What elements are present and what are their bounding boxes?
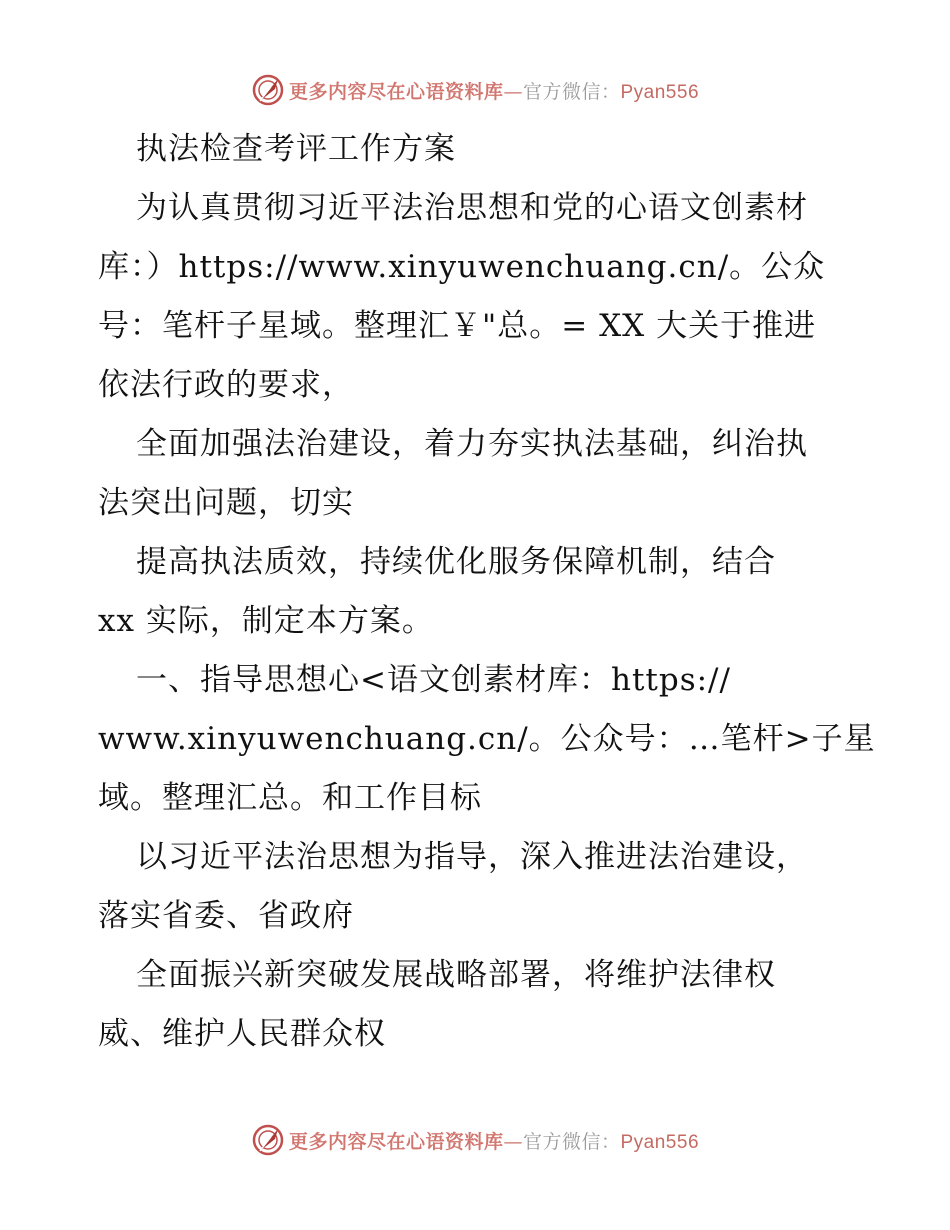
paragraph-line: 全面加强法治建设，着力夯实执法基础，纠治执 [136, 426, 808, 462]
watermark-brand: 更多内容尽在心语资料库 [288, 80, 504, 103]
quill-seal-logo-icon [251, 1123, 285, 1157]
watermark-brand: 更多内容尽在心语资料库 [288, 1130, 504, 1153]
watermark-text [289, 1127, 699, 1154]
footer-watermark [0, 1120, 950, 1160]
paragraph-line: 威、维护人民群众权 [98, 1016, 386, 1052]
paragraph-line: 全面振兴新突破发展战略部署，将维护法律权 [136, 957, 776, 993]
paragraph-line: 依法行政的要求， [98, 367, 354, 403]
paragraph-line: 库：）https://www.xinyuwenchuang.cn/。公众 [98, 249, 826, 285]
header-watermark [0, 70, 950, 110]
watermark-official: 官方微信： [522, 80, 621, 103]
paragraph-line: 法突出问题，切实 [98, 485, 354, 521]
paragraph-line: www.xinyuwenchuang.cn/。公众号：…笔杆>子星 [98, 721, 876, 757]
paragraph-line: 提高执法质效，持续优化服务保障机制，结合 [136, 544, 776, 580]
watermark-text [289, 77, 699, 104]
document-title: 执法检查考评工作方案 [136, 131, 456, 167]
watermark-dash: — [503, 80, 523, 103]
quill-seal-logo-icon [251, 73, 285, 107]
paragraph-line: 落实省委、省政府 [98, 898, 354, 934]
watermark-wechat: Pyan556 [620, 1131, 700, 1153]
watermark-wechat: Pyan556 [620, 81, 700, 103]
section-heading: 一、指导思想心<语文创素材库：https:// [136, 662, 731, 698]
watermark-official: 官方微信： [522, 1130, 621, 1153]
paragraph-line: xx 实际，制定本方案。 [98, 603, 434, 639]
paragraph-line: 号：笔杆子星域。整理汇￥"总。= XX 大关于推进 [98, 308, 817, 344]
paragraph-line: 域。整理汇总。和工作目标 [98, 780, 482, 816]
paragraph-line: 以习近平法治思想为指导，深入推进法治建设， [136, 839, 808, 875]
document-body [98, 120, 876, 1064]
paragraph-line: 为认真贯彻习近平法治思想和党的心语文创素材 [136, 190, 808, 226]
watermark-dash: — [503, 1130, 523, 1153]
